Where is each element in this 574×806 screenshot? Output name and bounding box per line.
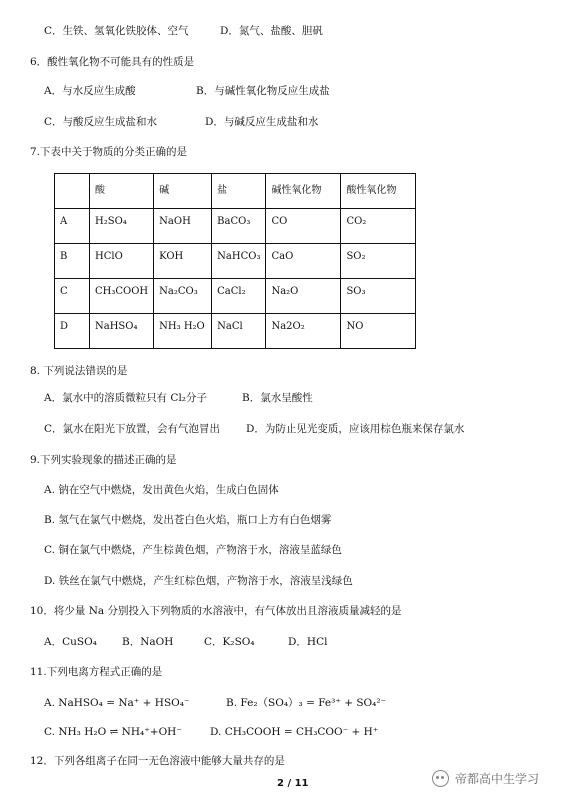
q6-option-c: C．与酸反应生成盐和水	[44, 116, 158, 128]
table-cell: CaCl₂	[212, 279, 266, 314]
q9-option-b: B. 氢气在氯气中燃烧，发出苍白色火焰，瓶口上方有白色烟雾	[44, 514, 332, 526]
page-number: 2 / 11	[277, 778, 309, 789]
table-cell: NaCl	[212, 314, 266, 349]
table-cell: NO	[341, 314, 416, 349]
q11-option-b: B. Fe₂（SO₄）₃ = Fe³⁺ + SO₄²⁻	[226, 697, 387, 709]
table-cell: CaO	[266, 244, 341, 279]
q9-option-c: C. 铜在氯气中燃烧，产生棕黄色烟，产物溶于水，溶液呈蓝绿色	[44, 544, 342, 556]
table-cell: A	[55, 209, 90, 244]
table-cell: NaHCO₃	[212, 244, 266, 279]
table-cell: B	[55, 244, 90, 279]
table-cell: CO₂	[341, 209, 416, 244]
q6-option-a: A．与水反应生成酸	[44, 85, 136, 97]
q6-option-b: B．与碱性氧化物反应生成盐	[196, 85, 330, 97]
table-row	[55, 209, 416, 244]
q5-option-d: D．氮气、盐酸、胆矾	[220, 25, 323, 37]
table-cell: D	[55, 314, 90, 349]
table-cell: CH₃COOH	[90, 279, 154, 314]
q10-option-a: A．CuSO₄	[44, 636, 97, 648]
table-cell: 碱性氧化物	[266, 174, 341, 209]
table-row	[55, 279, 416, 314]
watermark-text: 帝都高中生学习	[455, 772, 540, 786]
q10-option-c: C．K₂SO₄	[204, 636, 255, 648]
wechat-icon	[432, 770, 449, 787]
q8-option-b: B．氯水呈酸性	[242, 392, 313, 404]
table-cell: SO₃	[341, 279, 416, 314]
q12-stem: 12．下列各组离子在同一无色溶液中能够大量共存的是	[30, 755, 285, 767]
table-cell	[55, 174, 90, 209]
q8-option-a: A．氯水中的溶质微粒只有 Cl₂分子	[44, 392, 208, 404]
table-cell: Na₂O	[266, 279, 341, 314]
q9-option-d: D. 铁丝在氯气中燃烧，产生红棕色烟，产物溶于水，溶液呈浅绿色	[44, 575, 353, 587]
table-cell: Na2O₂	[266, 314, 341, 349]
table-cell: SO₂	[341, 244, 416, 279]
q5-option-c: C．生铁、氢氧化铁胶体、空气	[44, 25, 189, 37]
q6-stem: 6．酸性氧化物不可能具有的性质是	[30, 56, 195, 68]
table-cell: KOH	[154, 244, 212, 279]
table-cell: 酸性氧化物	[341, 174, 416, 209]
q8-option-d: D．为防止见光变质，应该用棕色瓶来保存氯水	[246, 423, 465, 435]
q8-option-c: C．氯水在阳光下放置，会有气泡冒出	[44, 423, 221, 435]
table-cell: H₂SO₄	[90, 209, 154, 244]
q9-option-a: A. 钠在空气中燃烧，发出黄色火焰，生成白色固体	[44, 484, 279, 496]
table-cell: NaHSO₄	[90, 314, 154, 349]
q11-option-d: D. CH₃COOH = CH₃COO⁻ + H⁺	[210, 726, 379, 738]
q8-stem: 8. 下列说法错误的是	[30, 365, 128, 377]
q10-option-d: D．HCl	[288, 636, 328, 648]
watermark	[432, 770, 539, 787]
table-header-row	[55, 174, 416, 209]
table-cell: 碱	[154, 174, 212, 209]
q11-stem: 11.下列电离方程式正确的是	[30, 666, 163, 678]
table-row	[55, 314, 416, 349]
table-cell: NaOH	[154, 209, 212, 244]
table-row	[55, 244, 416, 279]
q7-stem: 7.下表中关于物质的分类正确的是	[30, 146, 188, 158]
q11-option-c: C. NH₃ H₂O ⇌ NH₄⁺+OH⁻	[44, 726, 182, 738]
table-cell: Na₂CO₃	[154, 279, 212, 314]
table-cell: CO	[266, 209, 341, 244]
table-cell: NH₃ H₂O	[154, 314, 212, 349]
q10-option-b: B．NaOH	[122, 636, 174, 648]
table-cell: BaCO₃	[212, 209, 266, 244]
q9-stem: 9.下列实验现象的描述正确的是	[30, 454, 177, 466]
q7-classification-table	[54, 173, 416, 349]
table-cell: 盐	[212, 174, 266, 209]
table-cell: HClO	[90, 244, 154, 279]
table-cell: 酸	[90, 174, 154, 209]
q10-stem: 10．将少量 Na 分别投入下列物质的水溶液中，有气体放出且溶液质量减轻的是	[30, 605, 402, 617]
q6-option-d: D．与碱反应生成盐和水	[205, 116, 319, 128]
q11-option-a: A. NaHSO₄ = Na⁺ + HSO₄⁻	[44, 697, 190, 709]
table-cell: C	[55, 279, 90, 314]
